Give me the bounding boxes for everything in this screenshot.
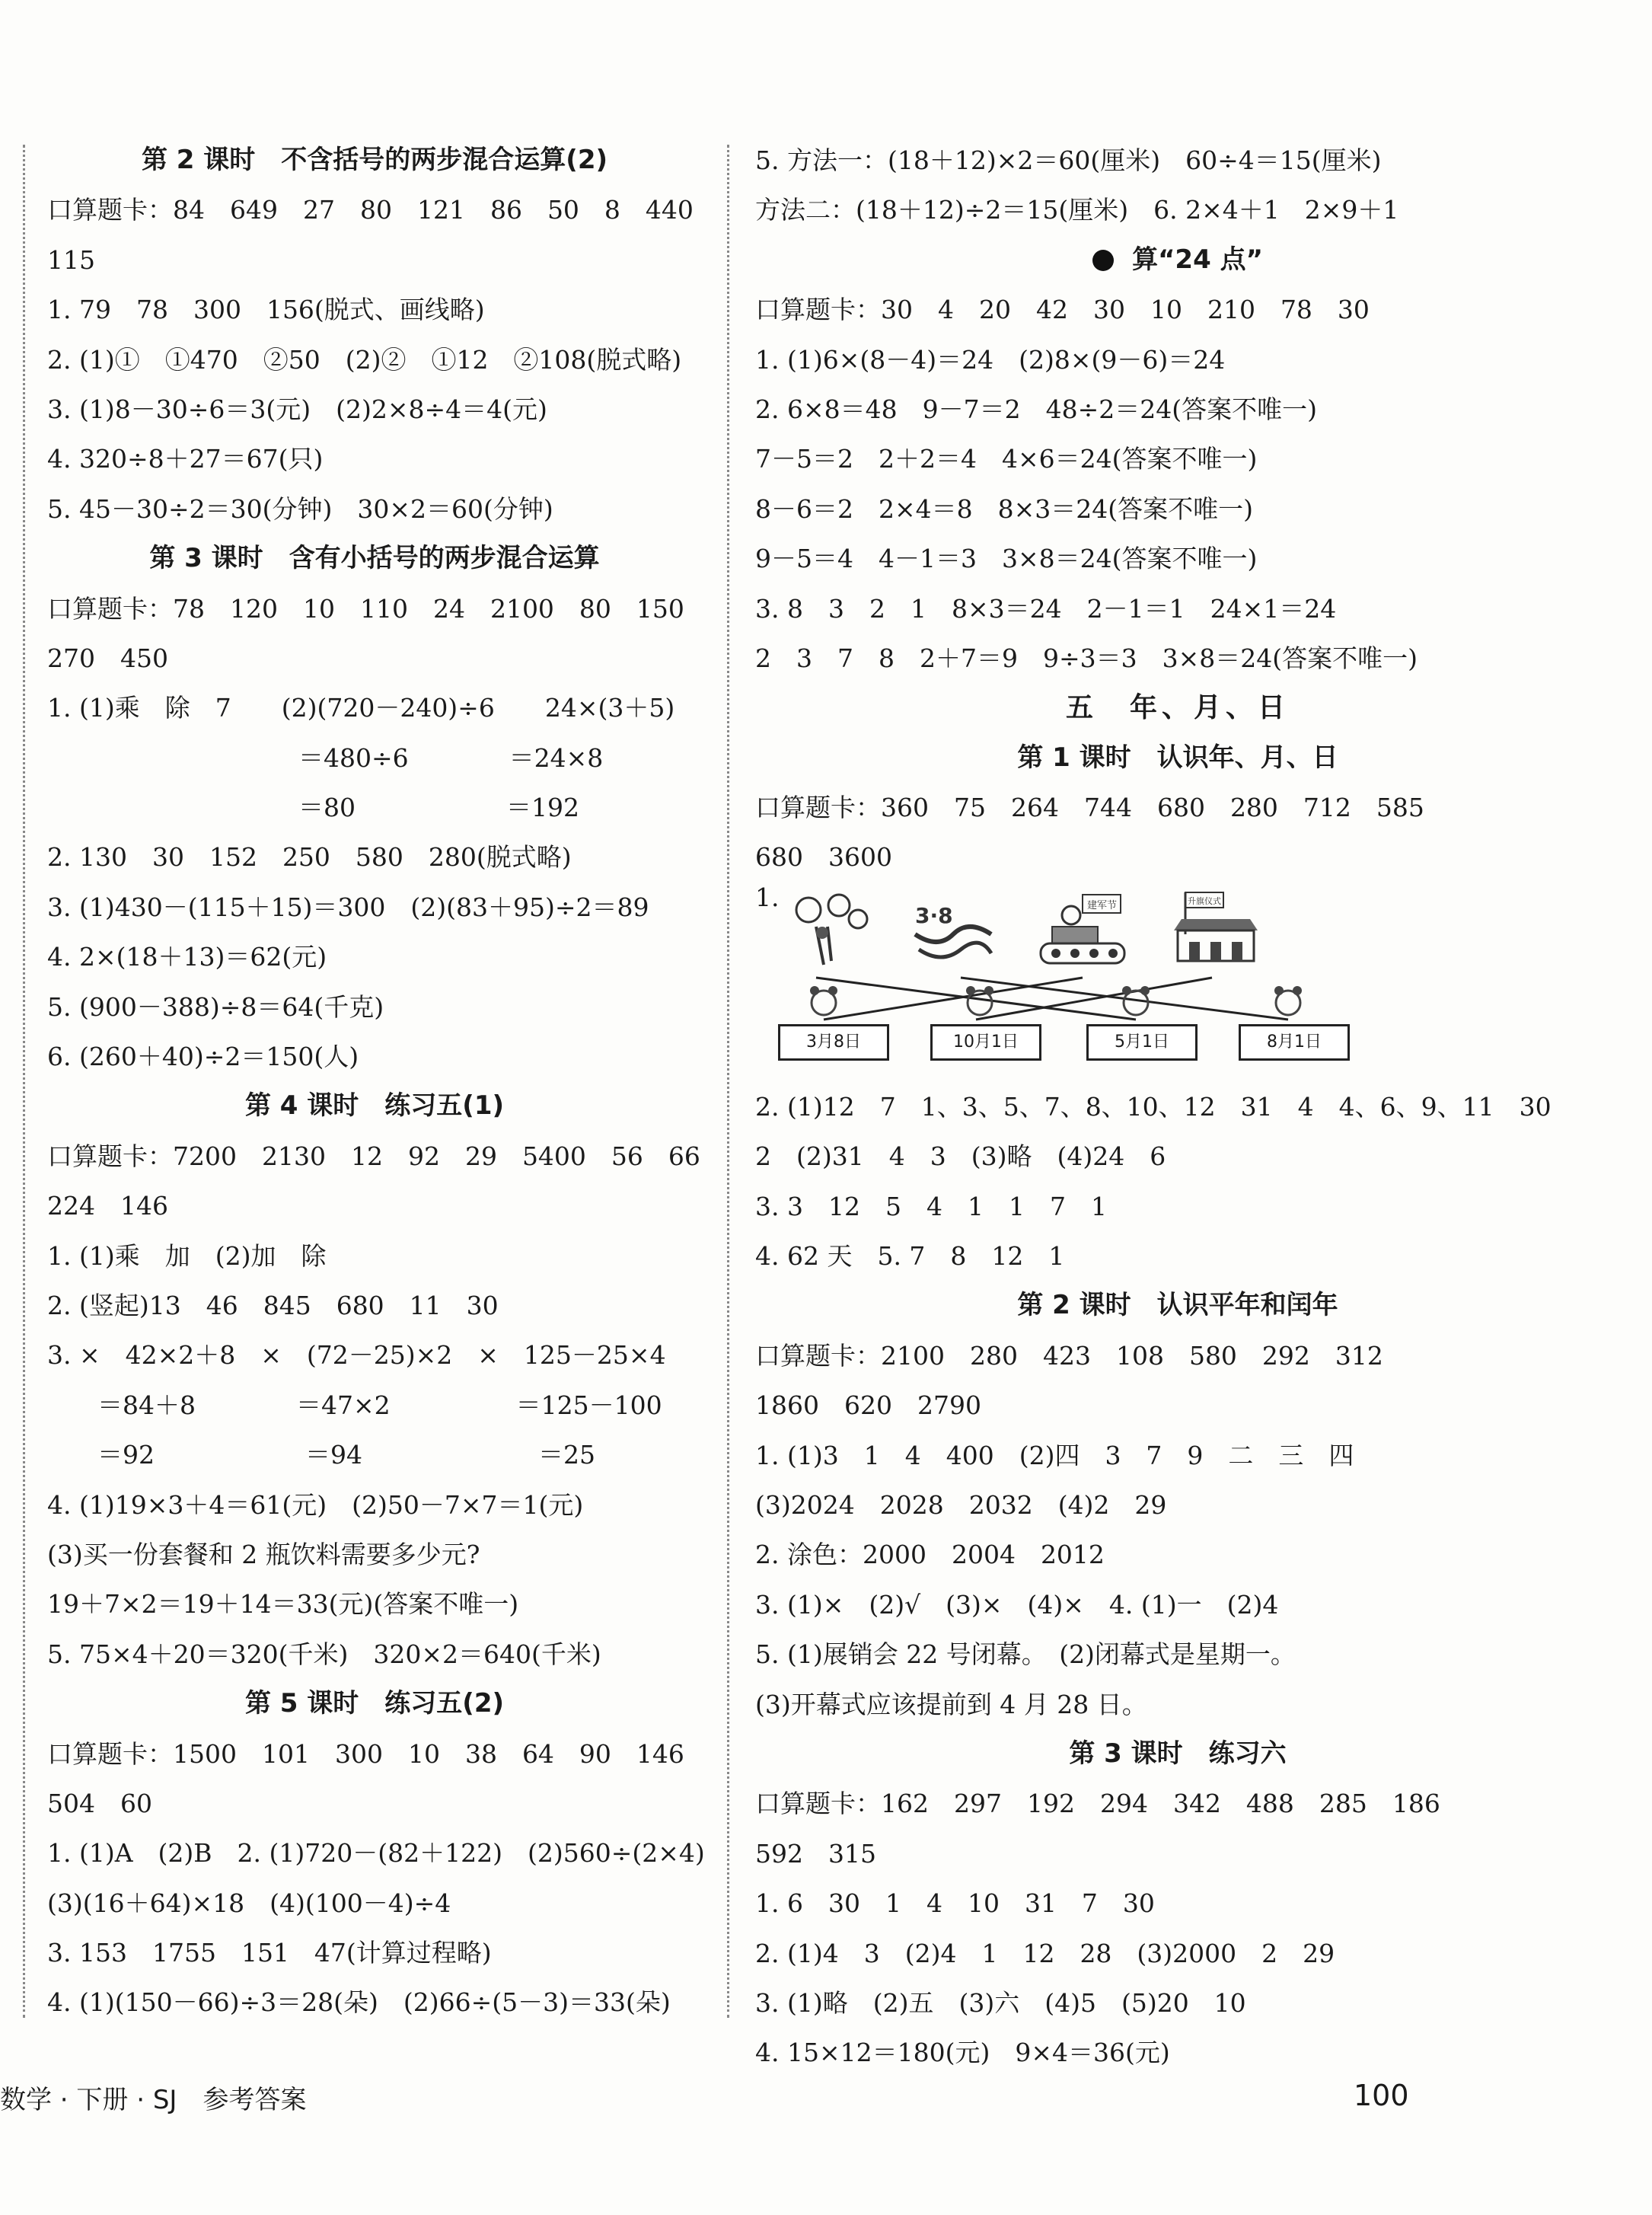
answer-line: 口算题卡：2100 280 423 108 580 292 312 <box>755 1340 1383 1371</box>
answer-line: 592 315 <box>755 1838 876 1869</box>
answer-line: (3)开幕式应该提前到 4 月 28 日。 <box>755 1689 1147 1719</box>
cartoon-animal-icon <box>1113 983 1159 1023</box>
answer-line: 1. (1)6×(8－4)＝24 (2)8×(9－6)＝24 <box>755 344 1226 375</box>
answer-line: 3. 153 1755 151 47(计算过程略) <box>47 1938 492 1968</box>
answer-line: 4. 320÷8＋27＝67(只) <box>47 444 324 474</box>
answer-line: 4. 15×12＝180(元) 9×4＝36(元) <box>755 2038 1170 2068</box>
answer-line: 2. 130 30 152 250 580 280(脱式略) <box>47 842 572 873</box>
answer-line: ＝80 ＝192 <box>47 793 579 823</box>
answer-line: 3. × 42×2＋8 × (72－25)×2 × 125－25×4 <box>47 1340 666 1371</box>
answer-line: 口算题卡：162 297 192 294 342 488 285 186 <box>755 1789 1440 1819</box>
column-divider <box>727 145 729 2018</box>
lesson-heading <box>755 1729 1600 1779</box>
cartoon-animal-icon <box>1265 983 1311 1023</box>
answer-line: 8－6＝2 2×4＝8 8×3＝24(答案不唯一) <box>755 493 1254 524</box>
answer-line: 2 (2)31 4 3 (3)略 (4)24 6 <box>755 1141 1166 1172</box>
lesson-heading <box>47 136 702 185</box>
section-heading <box>755 235 1600 285</box>
answer-line: 504 60 <box>47 1788 152 1818</box>
right-column <box>755 136 1600 2078</box>
answer-line: 口算题卡：360 75 264 744 680 280 712 585 <box>755 793 1424 823</box>
answer-line: 1. (1)乘 加 (2)加 除 <box>47 1240 327 1271</box>
answer-line: 口算题卡：1500 101 300 10 38 64 90 146 <box>47 1738 684 1769</box>
answer-line: 224 146 <box>47 1191 168 1221</box>
answer-line: 9－5＝4 4－1＝3 3×8＝24(答案不唯一) <box>755 544 1258 574</box>
cartoon-animal-icon <box>801 983 847 1023</box>
answer-line: 3. (1)8－30÷6＝3(元) (2)2×8÷4＝4(元) <box>47 394 547 424</box>
answer-line: 口算题卡：30 4 20 42 30 10 210 78 30 <box>755 295 1370 325</box>
answer-line: 3. (1)430－(115＋15)＝300 (2)(83＋95)÷2＝89 <box>47 892 649 922</box>
svg-text:升旗仪式: 升旗仪式 <box>1188 895 1221 906</box>
lesson-heading <box>47 1679 702 1728</box>
answer-line: 1. 79 78 300 156(脱式、画线略) <box>47 295 485 325</box>
answer-line: 5. 方法一：(18＋12)×2＝60(厘米) 60÷4＝15(厘米) <box>755 145 1382 175</box>
answer-line: 115 <box>47 244 95 275</box>
cartoon-animal-icon <box>957 983 1003 1023</box>
section-heading-text: 算“24 点” <box>1132 244 1263 275</box>
answer-line: 2 3 7 8 2＋7＝9 9÷3＝3 3×8＝24(答案不唯一) <box>755 643 1418 673</box>
answer-line: 口算题卡：84 649 27 80 121 86 50 8 440 <box>47 195 694 225</box>
left-margin-rule <box>23 145 25 2018</box>
answer-line: 口算题卡：78 120 10 110 24 2100 80 150 <box>47 593 684 624</box>
figure-question-number: 1. <box>755 882 780 912</box>
answer-line: 1. (1)3 1 4 400 (2)四 3 7 9 二 三 四 <box>755 1440 1354 1470</box>
bullet-dot-icon <box>1092 250 1114 271</box>
date-box-oct-1: 10月1日 <box>930 1024 1041 1061</box>
date-box-may-1: 5月1日 <box>1086 1024 1198 1061</box>
date-box-aug-1: 8月1日 <box>1239 1024 1350 1061</box>
answer-line: 4. (1)(150－66)÷3＝28(朵) (2)66÷(5－3)＝33(朵) <box>47 1987 671 2018</box>
answer-line: ＝84＋8 ＝47×2 ＝125－100 <box>47 1390 662 1420</box>
page-number: 100 <box>1354 2079 1409 2112</box>
answer-line: (3)2024 2028 2032 (4)2 29 <box>755 1489 1167 1520</box>
lesson-heading <box>47 534 702 583</box>
answer-line: 5. (900－388)÷8＝64(千克) <box>47 991 384 1022</box>
answer-line: 680 3600 <box>755 842 892 873</box>
answer-line: 4. 62 天 5. 7 8 12 1 <box>755 1241 1065 1272</box>
answer-line: 3. (1)× (2)√ (3)× (4)× 4. (1)一 (2)4 <box>755 1589 1279 1620</box>
answer-line: 2. (1)① ①470 ②50 (2)② ①12 ②108(脱式略) <box>47 344 682 375</box>
left-column <box>47 136 705 2028</box>
answer-line: 5. (1)展销会 22 号闭幕。 (2)闭幕式是星期一。 <box>755 1639 1296 1670</box>
holiday-matching-figure <box>755 882 1334 1082</box>
answer-line: 1. (1)乘 除 7 (2)(720－240)÷6 24×(3＋5) <box>47 693 675 723</box>
answer-line: (3)买一份套餐和 2 瓶饮料需要多少元? <box>47 1539 480 1569</box>
answer-line: 2. 涂色：2000 2004 2012 <box>755 1540 1105 1570</box>
answer-line: 1860 620 2790 <box>755 1390 981 1421</box>
answer-line: 5. 45－30÷2＝30(分钟) 30×2＝60(分钟) <box>47 493 553 524</box>
answer-line: (3)(16＋64)×18 (4)(100－4)÷4 <box>47 1888 451 1918</box>
answer-line: 4. 2×(18＋13)＝62(元) <box>47 942 327 972</box>
answer-line: 5. 75×4＋20＝320(千米) 320×2＝640(千米) <box>47 1639 601 1669</box>
answer-line: 2. 6×8＝48 9－7＝2 48÷2＝24(答案不唯一) <box>755 394 1317 424</box>
lesson-heading <box>755 1281 1600 1330</box>
answer-line: ＝480÷6 ＝24×8 <box>47 742 604 773</box>
lesson-heading <box>47 1081 702 1131</box>
lesson-heading-text: 第 3 课时 练习六 <box>1069 1738 1287 1769</box>
answer-line: 6. (260＋40)÷2＝150(人) <box>47 1042 359 1072</box>
answer-line: 7－5＝2 2＋2＝4 4×6＝24(答案不唯一) <box>755 444 1258 474</box>
lesson-heading-text: 第 3 课时 含有小括号的两步混合运算 <box>149 543 600 574</box>
answer-line: 2. (1)12 7 1、3、5、7、8、10、12 31 4 4、6、9、11 30 <box>755 1091 1552 1122</box>
svg-text:3·8: 3·8 <box>915 902 953 928</box>
lesson-heading-text: 第 1 课时 认识年、月、日 <box>1017 742 1338 773</box>
lesson-heading <box>755 733 1600 783</box>
lesson-heading-text: 第 2 课时 认识平年和闰年 <box>1017 1290 1338 1321</box>
answer-line: 3. 8 3 2 1 8×3＝24 2－1＝1 24×1＝24 <box>755 593 1337 624</box>
answer-line: 1. 6 30 1 4 10 31 7 30 <box>755 1888 1155 1919</box>
answer-line: 2. (竖起)13 46 845 680 11 30 <box>47 1290 499 1320</box>
answer-line: 1. (1)A (2)B 2. (1)720－(82＋122) (2)560÷(2×4) <box>47 1838 705 1869</box>
date-box-mar-8: 3月8日 <box>778 1024 889 1061</box>
answer-line: 270 450 <box>47 643 168 673</box>
answer-line: 方法二：(18＋12)÷2＝15(厘米) 6. 2×4＋1 2×9＋1 <box>755 195 1399 225</box>
answer-line: 2. (1)4 3 (2)4 1 12 28 (3)2000 2 29 <box>755 1938 1335 1968</box>
answer-line: 4. (1)19×3＋4＝61(元) (2)50－7×7＝1(元) <box>47 1489 584 1520</box>
answer-line: 19＋7×2＝19＋14＝33(元)(答案不唯一) <box>47 1589 519 1620</box>
unit-title: 五 年、月、日 <box>1065 692 1290 724</box>
svg-text:建军节: 建军节 <box>1087 899 1118 911</box>
answer-line: 3. 3 12 5 4 1 1 7 1 <box>755 1191 1107 1221</box>
lesson-heading-text: 第 2 课时 不含括号的两步混合运算(2) <box>141 145 608 175</box>
lesson-heading-text: 第 5 课时 练习五(2) <box>244 1688 505 1719</box>
lesson-heading-text: 第 4 课时 练习五(1) <box>244 1090 505 1122</box>
answer-line: 3. (1)略 (2)五 (3)六 (4)5 (5)20 10 <box>755 1987 1246 2018</box>
footer-book-title: 数学 · 下册 · SJ 参考答案 <box>0 2085 307 2115</box>
answer-line: 口算题卡：7200 2130 12 92 29 5400 56 66 <box>47 1141 700 1171</box>
answer-line: ＝92 ＝94 ＝25 <box>47 1440 595 1470</box>
